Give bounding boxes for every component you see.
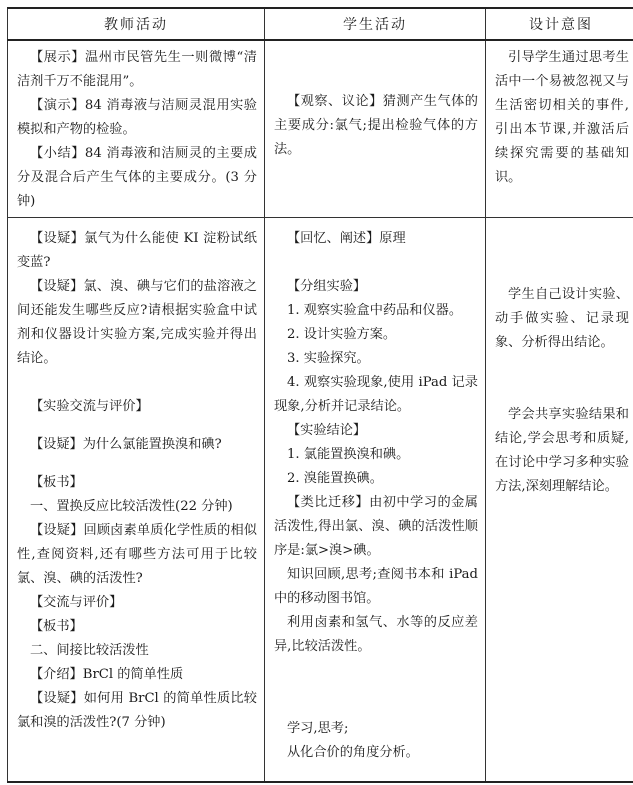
row1-intent-cell bbox=[486, 40, 633, 218]
row2-teacher-question-review: 【设疑】回顾卤素单质化学性质的相似性,查阅资料,还有哪些方法可用于比较氯、溴、碘的活泼性? bbox=[17, 523, 257, 586]
row1-student-cell bbox=[265, 40, 486, 218]
row2-student-analogy: 【类比迁移】由初中学习的金属活泼性,得出氯、溴、碘的活泼性顺序是:氯>溴>碘。 bbox=[274, 495, 478, 558]
row2-teacher-introduce-brcl: 【介绍】BrCl 的简单性质 bbox=[30, 667, 184, 682]
header-row bbox=[8, 8, 633, 40]
row2-teacher-question-reactions: 【设疑】氯、溴、碘与它们的盐溶液之间还能发生哪些反应?请根据实验盒中试剂和仪器设计实验方案,完成实验并得出结论。 bbox=[17, 279, 257, 366]
row1-teacher-demo: 【演示】84 消毒液与洁厕灵混用实验模拟和产物的检验。 bbox=[17, 98, 257, 137]
row2-student-step-4: 4. 观察实验现象,使用 iPad 记录现象,分析并记录结论。 bbox=[274, 375, 478, 414]
row1-teacher-cell bbox=[8, 40, 265, 218]
row2-teacher-exchange-eval: 【交流与评价】 bbox=[30, 595, 123, 610]
row2-student-conclusion-2: 2. 溴能置换碘。 bbox=[287, 471, 383, 486]
header-teacher-activity: 教师活动 bbox=[8, 8, 265, 40]
row2-student-step-2: 2. 设计实验方案。 bbox=[287, 327, 397, 342]
row2-student-conclusion-1: 1. 氯能置换溴和碘。 bbox=[287, 447, 410, 462]
row2-teacher-cell bbox=[8, 218, 265, 782]
row2-intent-cell bbox=[486, 218, 633, 782]
row2-teacher-question-brcl: 【设疑】如何用 BrCl 的简单性质比较氯和溴的活泼性?(7 分钟) bbox=[17, 691, 257, 730]
row1-teacher-summary: 【小结】84 消毒液和洁厕灵的主要成分及混合后产生气体的主要成分。(3 分钟) bbox=[17, 146, 257, 209]
row2-student-step-1: 1. 观察实验盒中药品和仪器。 bbox=[287, 303, 463, 318]
table-row bbox=[8, 40, 633, 218]
table-row bbox=[8, 218, 633, 782]
row2-student-compare: 利用卤素和氢气、水等的反应差异,比较活泼性。 bbox=[274, 615, 478, 654]
row2-student-cell bbox=[265, 218, 486, 782]
row1-teacher-show: 【展示】温州市民管先生一则微博“清洁剂千万不能混用”。 bbox=[17, 50, 257, 89]
row2-teacher-board-2: 【板书】 bbox=[30, 619, 83, 634]
row2-intent-share: 学会共享实验结果和结论,学会思考和质疑,在讨论中学习多种实验方法,深刻理解结论。 bbox=[495, 407, 629, 494]
row2-teacher-question-displace: 【设疑】为什么氯能置换溴和碘? bbox=[30, 437, 222, 452]
row2-teacher-board-title-1: 一、置换反应比较活泼性(22 分钟) bbox=[30, 499, 233, 514]
row2-student-recall: 【回忆、阐述】原理 bbox=[287, 231, 406, 246]
row2-student-valence: 从化合价的角度分析。 bbox=[287, 745, 419, 760]
row2-student-conclusion: 【实验结论】 bbox=[287, 423, 367, 438]
lesson-plan-table bbox=[7, 7, 633, 783]
row2-teacher-board-title-2: 二、间接比较活泼性 bbox=[30, 643, 149, 658]
row2-teacher-board-1: 【板书】 bbox=[30, 475, 83, 490]
row2-student-group-exp: 【分组实验】 bbox=[287, 279, 367, 294]
row1-student-observe: 【观察、议论】猜测产生气体的主要成分:氯气;提出检验气体的方法。 bbox=[274, 94, 478, 157]
header-design-intent: 设计意图 bbox=[486, 8, 633, 40]
row2-teacher-exchange: 【实验交流与评价】 bbox=[30, 399, 149, 414]
header-student-activity: 学生活动 bbox=[265, 8, 486, 40]
row2-student-study: 学习,思考; bbox=[287, 721, 349, 736]
row2-teacher-question-ki: 【设疑】氯气为什么能使 KI 淀粉试纸变蓝? bbox=[17, 231, 257, 270]
row2-intent-design: 学生自己设计实验、动手做实验、记录现象、分析得出结论。 bbox=[495, 287, 629, 350]
row2-student-review: 知识回顾,思考;查阅书本和 iPad 中的移动图书馆。 bbox=[274, 567, 478, 606]
row2-student-step-3: 3. 实验探究。 bbox=[287, 351, 370, 366]
row1-intent-text: 引导学生通过思考生活中一个易被忽视又与生活密切相关的事件,引出本节课,并激活后续探究需要的基础知识。 bbox=[495, 50, 629, 185]
